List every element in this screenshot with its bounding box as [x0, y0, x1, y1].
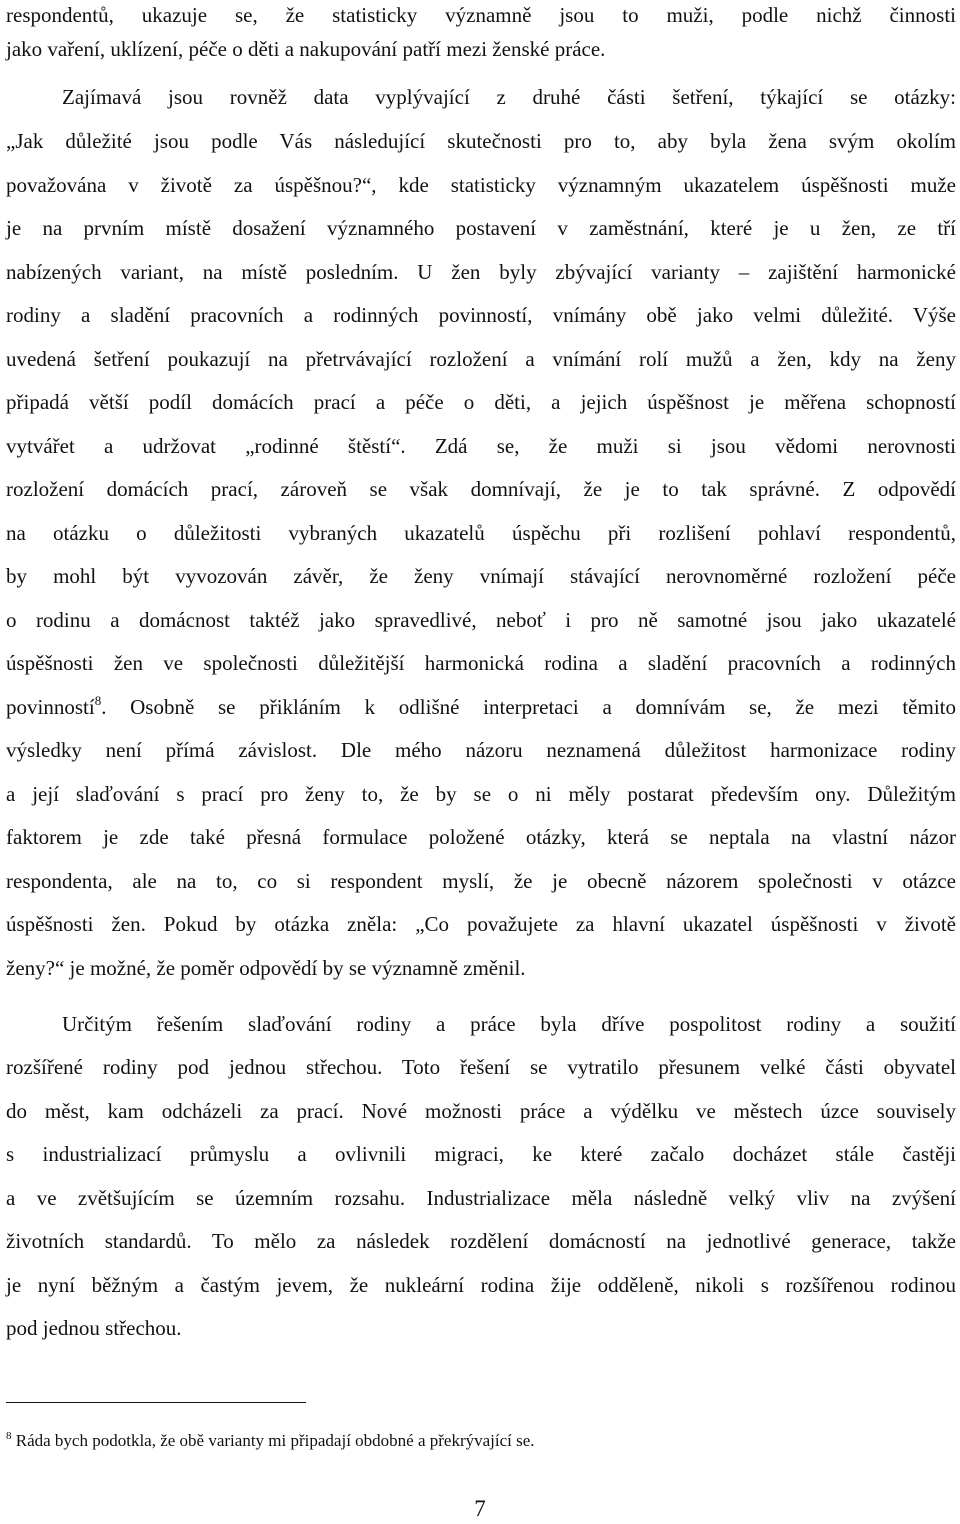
footnote [6, 1428, 535, 1454]
text-line-with-footnote-ref [6, 692, 956, 722]
text-line: Určitým řešením slaďování rodiny a práce byla dříve pospolitost rodiny a soužití [62, 1012, 956, 1036]
text-line: Zajímavá jsou rovněž data vyplývající z druhé části šetření, týkající se otázky: [62, 85, 956, 109]
text-line: pod jednou střechou. [6, 1316, 182, 1340]
text-line: považována v životě za úspěšnou?“, kde statisticky významným ukazatelem úspěšnosti muže [6, 173, 956, 197]
text-line: a její slaďování s prací pro ženy to, že by se o ni měly postarat především ony. Důležitým [6, 782, 956, 806]
text-line: výsledky není přímá závislost. Dle mého názoru neznamená důležitost harmonizace rodiny [6, 738, 956, 762]
text-line: úspěšnosti žen. Pokud by otázka zněla: „Co považujete za hlavní ukazatel úspěšnosti v životě [6, 912, 956, 936]
text-line: ženy?“ je možné, že poměr odpovědí by se významně změnil. [6, 956, 526, 980]
text-line: rozložení domácích prací, zároveň se však domnívají, že je to tak správné. Z odpovědí [6, 477, 956, 501]
text-line: o rodinu a domácnost taktéž jako spravedlivé, neboť i pro ně samotné jsou jako ukazatelé [6, 608, 956, 632]
text-line: do měst, kam odcházeli za prací. Nové možnosti práce a výdělku ve městech úzce souvisely [6, 1099, 956, 1123]
text-segment: . Osobně se přikláním k odlišné interpretaci a domnívám se, že mezi těmito [101, 695, 956, 719]
text-line: respondentů, ukazuje se, že statisticky významně jsou to muži, podle nichž činnosti [6, 3, 956, 27]
footnote-number: 8 [6, 1430, 12, 1442]
text-line: životních standardů. To mělo za následek rozdělení domácností na jednotlivé generace, takže [6, 1229, 956, 1253]
text-line: vytvářet a udržovat „rodinné štěstí“. Zdá se, že muži si jsou vědomi nerovnosti [6, 434, 956, 458]
footnote-text: Ráda bych podotkla, že obě varianty mi připadají obdobné a překrývající se. [15, 1431, 535, 1450]
text-line: rozšířené rodiny pod jednou střechou. Toto řešení se vytratilo přesunem velké části obyvatel [6, 1055, 956, 1079]
text-line: je nyní běžným a častým jevem, že nukleární rodina žije odděleně, nikoli s rozšířenou rodinou [6, 1273, 956, 1297]
text-line: úspěšnosti žen ve společnosti důležitější harmonická rodina a sladění pracovních a rodinných [6, 651, 956, 675]
text-segment: povinností [6, 695, 95, 719]
text-line: respondenta, ale na to, co si respondent myslí, že je obecně názorem společnosti v otázce [6, 869, 956, 893]
text-line: na otázku o důležitosti vybraných ukazatelů úspěchu při rozlišení pohlaví respondentů, [6, 521, 956, 545]
footnote-separator [6, 1402, 306, 1403]
text-line: rodiny a sladění pracovních a rodinných povinností, vnímány obě jako velmi důležité. Výše [6, 303, 956, 327]
footnote-reference: 8 [94, 693, 102, 708]
text-line: je na prvním místě dosažení významného postavení v zaměstnání, které je u žen, ze tří [6, 216, 956, 240]
text-line: by mohl být vyvozován závěr, že ženy vnímají stávající nerovnoměrné rozložení péče [6, 564, 956, 588]
text-line: nabízených variant, na místě posledním. U žen byly zbývající varianty – zajištění harmonické [6, 260, 956, 284]
text-line: jako vaření, uklízení, péče o děti a nakupování patří mezi ženské práce. [6, 37, 606, 61]
page-number: 7 [474, 1496, 486, 1521]
text-line: faktorem je zde také přesná formulace položené otázky, která se neptala na vlastní názor [6, 825, 956, 849]
text-line: „Jak důležité jsou podle Vás následující skutečnosti pro to, aby byla žena svým okolím [6, 129, 956, 153]
text-line: uvedená šetření poukazují na přetrvávající rozložení a vnímání rolí mužů a žen, kdy na ženy [6, 347, 956, 371]
text-line: s industrializací průmyslu a ovlivnili migraci, ke které začalo docházet stále častěji [6, 1142, 956, 1166]
text-line: a ve zvětšujícím se územním rozsahu. Industrializace měla následně velký vliv na zvýšení [6, 1186, 956, 1210]
text-line: připadá větší podíl domácích prací a péče o děti, a jejich úspěšnost je měřena schopností [6, 390, 956, 414]
